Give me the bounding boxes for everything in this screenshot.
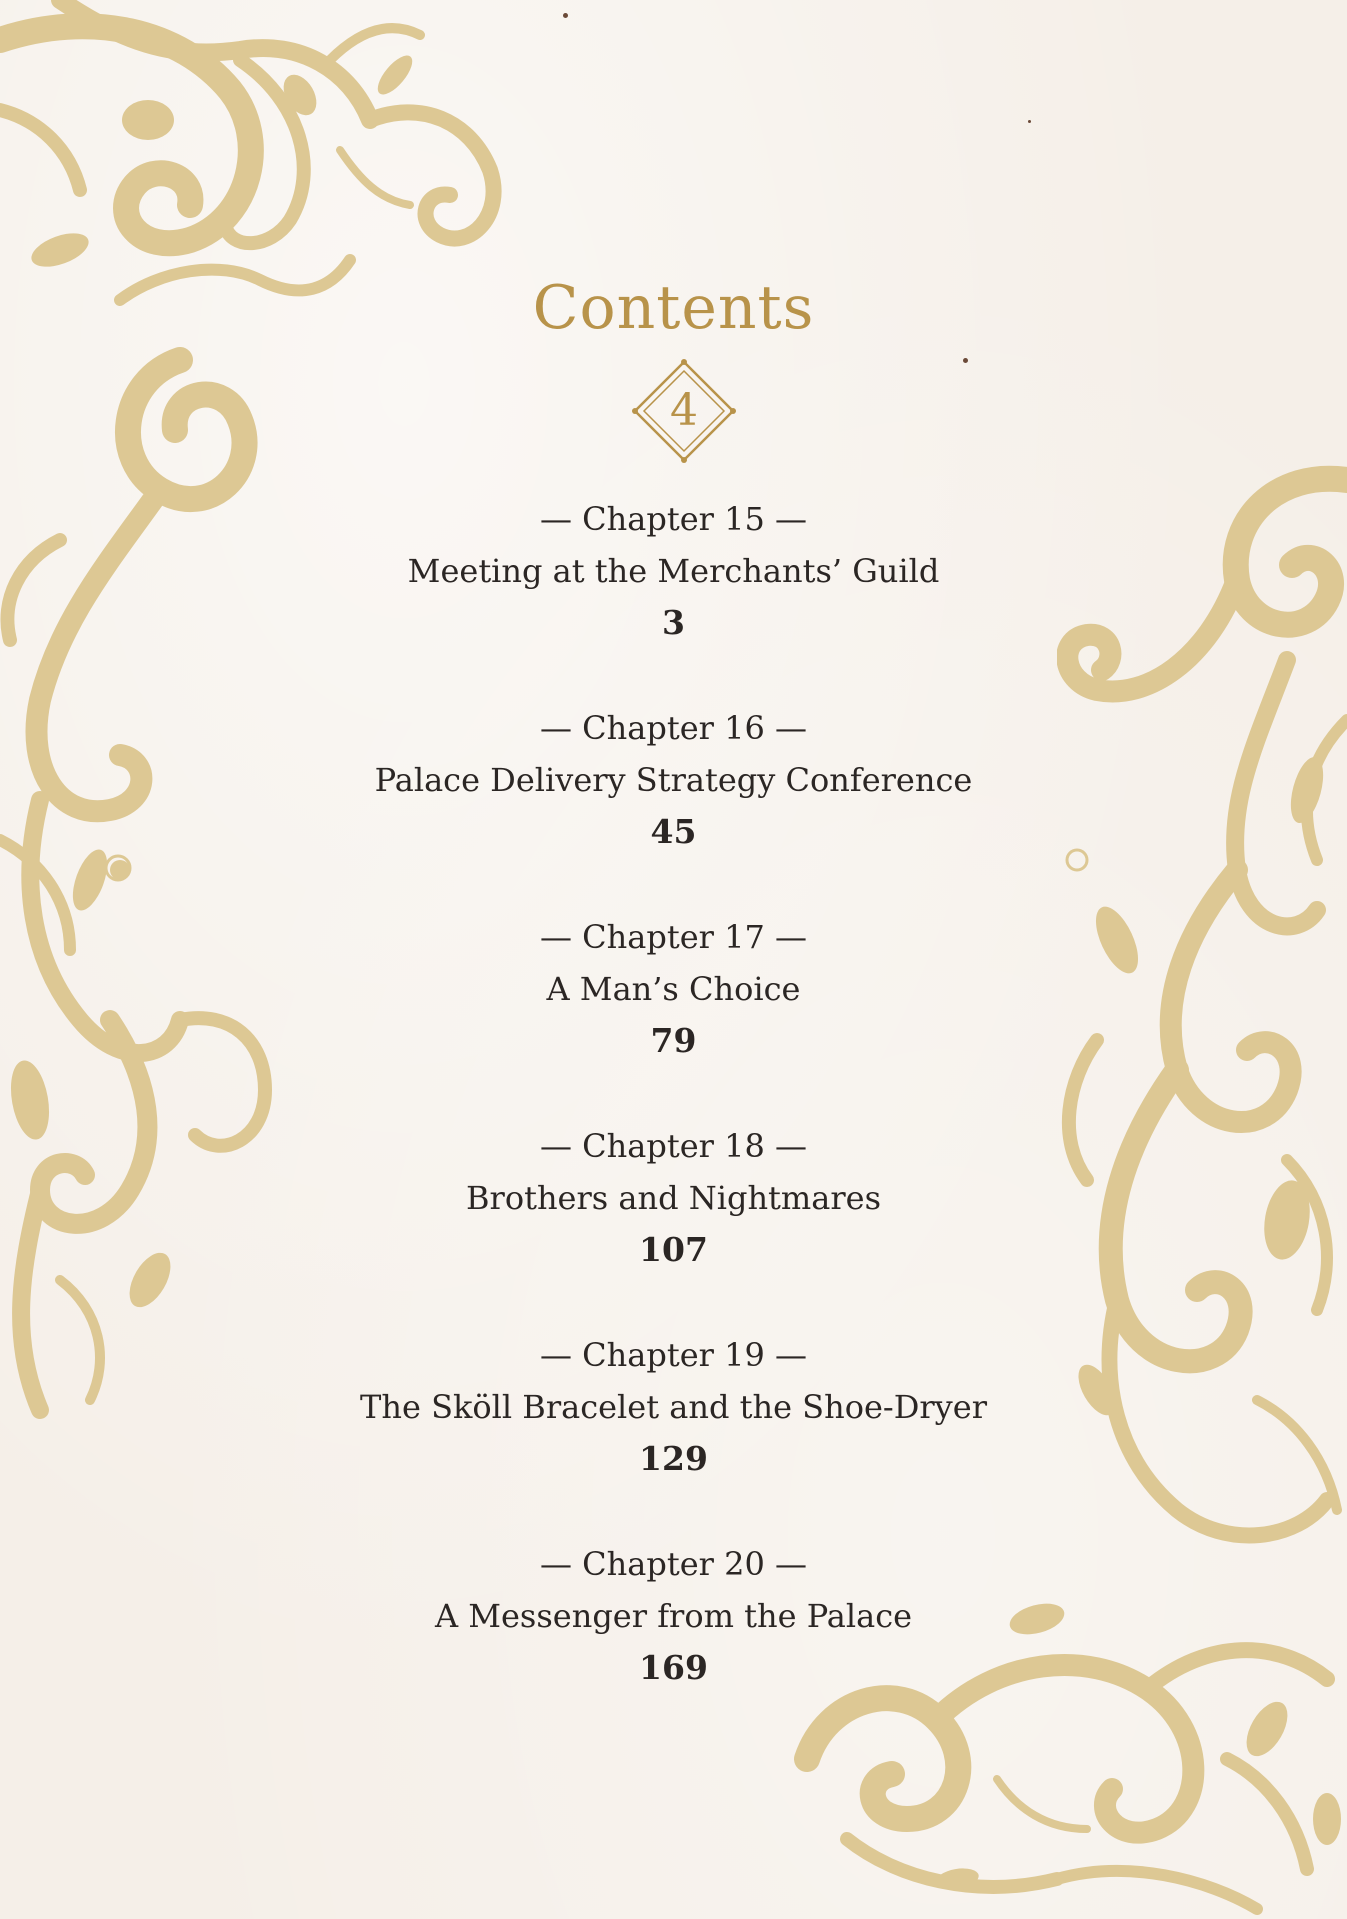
table-of-contents	[0, 493, 1347, 1747]
chapter-label: — Chapter 19 —	[540, 1336, 807, 1374]
chapter-page-number: 169	[639, 1648, 708, 1687]
chapter-label: — Chapter 17 —	[540, 918, 807, 956]
chapter-page-number: 45	[650, 812, 697, 851]
paper-speck	[1028, 120, 1031, 123]
chapter-label: — Chapter 16 —	[540, 709, 807, 747]
chapter-page-number: 129	[639, 1439, 708, 1478]
chapter-page-number: 79	[650, 1021, 697, 1060]
volume-number: 4	[670, 385, 698, 436]
chapter-title: Brothers and Nightmares	[466, 1179, 881, 1217]
toc-entry-chapter-16[interactable]	[0, 702, 1347, 911]
chapter-label: — Chapter 20 —	[540, 1545, 807, 1583]
chapter-page-number: 3	[662, 603, 685, 642]
chapter-title: Meeting at the Merchants’ Guild	[407, 552, 940, 590]
volume-badge	[631, 358, 737, 464]
toc-entry-chapter-15[interactable]	[0, 493, 1347, 702]
page-title: Contents	[532, 273, 815, 343]
chapter-title: A Man’s Choice	[546, 970, 801, 1008]
toc-entry-chapter-17[interactable]	[0, 911, 1347, 1120]
chapter-page-number: 107	[639, 1230, 708, 1269]
chapter-title: Palace Delivery Strategy Conference	[374, 761, 973, 799]
toc-entry-chapter-18[interactable]	[0, 1120, 1347, 1329]
chapter-label: — Chapter 18 —	[540, 1127, 807, 1165]
chapter-title: A Messenger from the Palace	[434, 1597, 913, 1635]
toc-entry-chapter-19[interactable]	[0, 1329, 1347, 1538]
chapter-label: — Chapter 15 —	[540, 500, 807, 538]
toc-entry-chapter-20[interactable]	[0, 1538, 1347, 1747]
paper-speck	[963, 358, 968, 363]
chapter-title: The Sköll Bracelet and the Shoe-Dryer	[360, 1388, 987, 1426]
paper-speck	[563, 13, 568, 18]
